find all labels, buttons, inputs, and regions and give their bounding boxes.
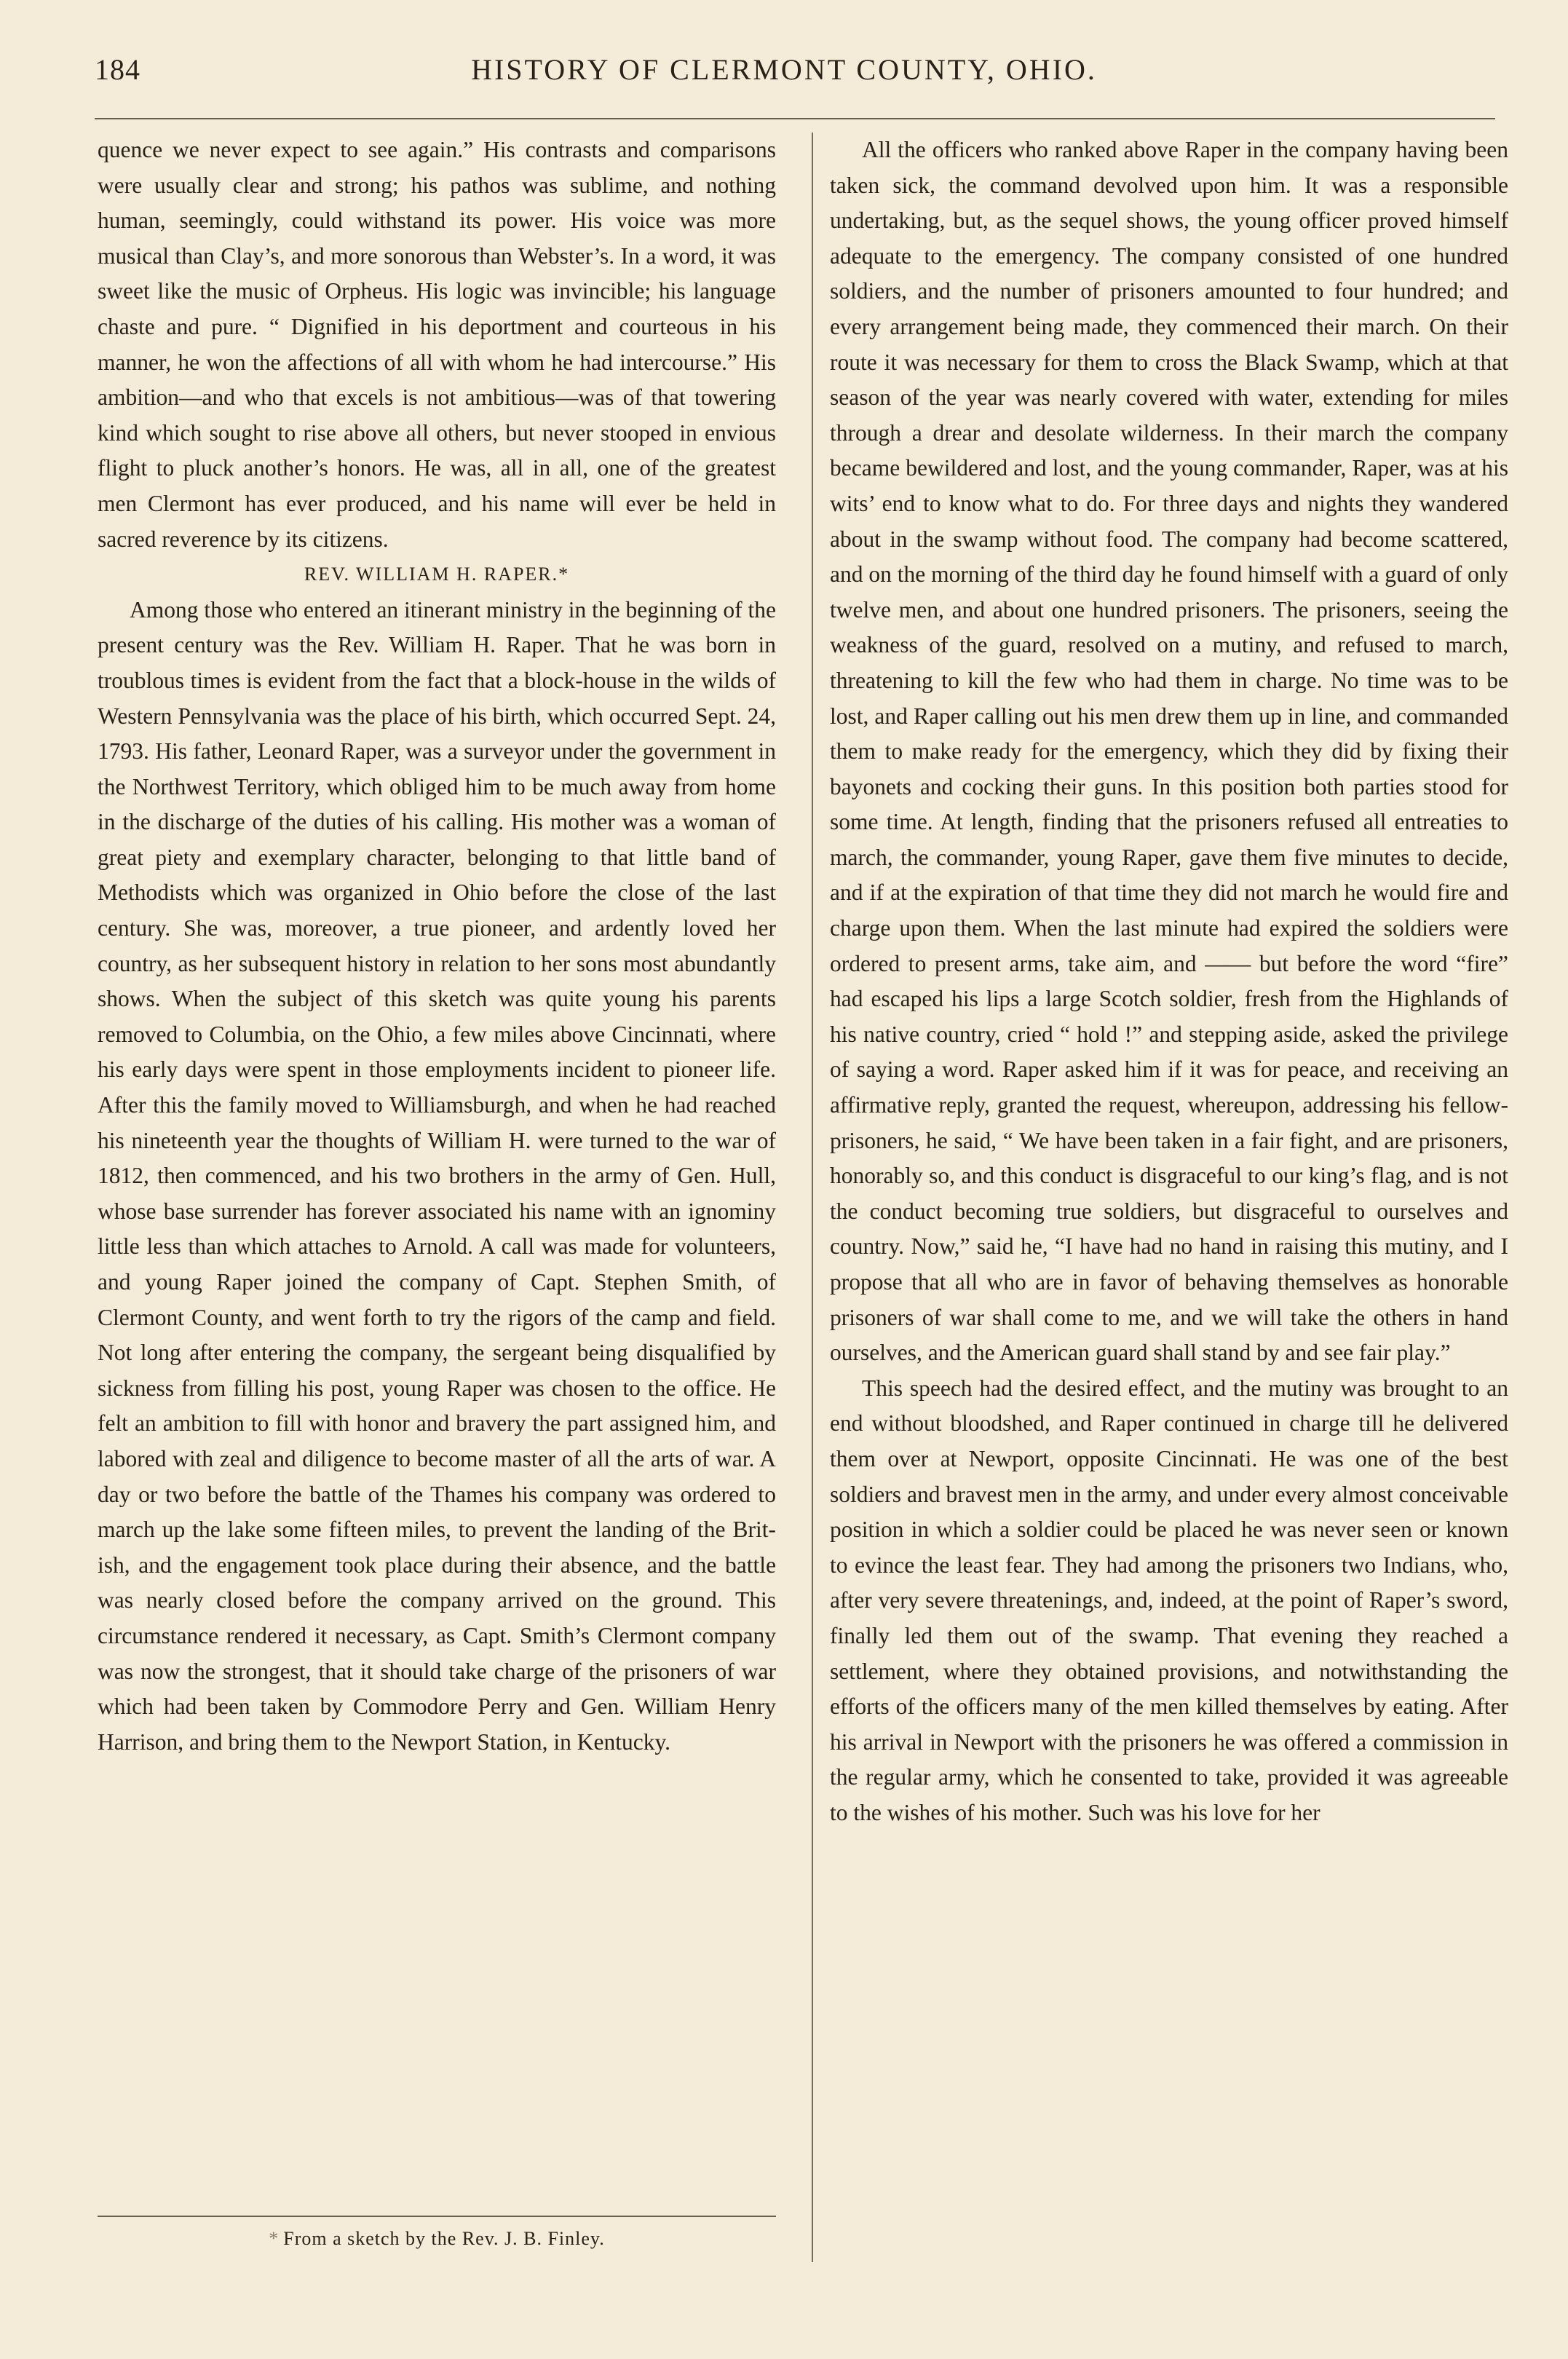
right-paragraph-2: This speech had the desired effect, and the mutiny was brought to an end without bloodshed, and Raper continued in charge till he delivered them over at Newport, opposite Cincinnati. He was one of the best soldiers and bravest men in the army, and under every almost conceivable position in which a soldier could be placed he was never seen or known to evince the least fear. They had among the prisoners two Indians, who, after very severe threatenings, and, indeed, at the point of Raper’s sword, finally led them out of the swamp. That evening they reached a settlement, where they obtained provisions, and notwithstanding the efforts of the officers many of the men killed themselves by eating. After his arrival in Newport with the prisoners he was offered a commission in the regular army, which he consented to take, provided it was agreeable to the wishes of his mother. Such was his love for her: [830, 1375, 1508, 1825]
footnote-marker: *: [269, 2228, 280, 2249]
header-rule: [95, 118, 1495, 119]
right-paragraph-1: All the officers who ranked above Raper in the company having been taken sick, the command devolved upon him. It was a responsible undertaking, but, as the sequel shows, the young officer proved himself adequate to the emergency. The company consisted of one hundred soldiers, and the number of prisoners amounted to four hundred; and every arrangement being made, they commenced their march. On their route it was necessary for them to cross the Black Swamp, which at that season of the year was nearly covered with water, extending for miles through a drear and desolate wilderness. In their march the company became bewildered and lost, and the young commander, Raper, was at his wits’ end to know what to do. For three days and nights they wandered about in the swamp without food. The company had become scattered, and on the morning of the third day he found himself with a guard of only twelve men, and about one hundred prisoners. The prisoners, seeing the weakness of the guard, resolved on a mutiny, and refused to march, threatening to kill the few who had them in charge. No time was to be lost, and Raper calling out his men drew them up in line, and commanded them to make ready for the emergency, which they did by fixing their bayonets and cocking their guns. In this position both parties stood for some time. At length, finding that the prisoners refused all entreaties to march, the commander, young Raper, gave them five minutes to decide, and if at the expiration of that time they did not march he would fire and charge upon them. When the last minute had expired the soldiers were ordered to present arms, take aim, and —— but before the word “fire” had escaped his lips a large Scotch soldier, fresh from the Highlands of his native country, cried “ hold !” and stepping aside, asked the privilege of saying a word. Raper asked him if it was for peace, and receiving an affirmative reply, granted the request, whereupon, addressing his fellow-prisoners, he said, “ We have been taken in a fair fight, and are prisoners, honorably so, and this conduct is disgraceful to our king’s flag, and is not the conduct becoming true soldiers, but disgraceful to ourselves and country. Now,” said he, “I have had no hand in raising this mutiny, and I propose that all who are in favor of behaving themselves as honorable prisoners of war shall come to me, and we will take the others in hand ourselves, and the American guard shall stand by and see fair play.”: [830, 137, 1508, 1366]
left-paragraph-1: quence we never expect to see again.” His contrasts and comparisons were usually clear and strong; his pathos was sublime, and nothing human, seemingly, could withstand its power. His voice was more musical than Clay’s, and more sonorous than Webster’s. In a word, it was sweet like the music of Orpheus. His logic was invincible; his language chaste and pure. “ Dignified in his deportment and courteous in his manner, he won the affections of all with whom he had intercourse.” His ambition—and who that excels is not ambitious—was of that towering kind which sought to rise above all others, but never stooped in envious flight to pluck another’s honors. He was, all in all, one of the greatest men Clermont has ever produced, and his name will ever be held in sacred reverence by its citizens.: [98, 137, 776, 552]
footnote-rule: [98, 2216, 776, 2217]
column-divider: [812, 133, 813, 2262]
page-number: 184: [95, 53, 140, 86]
footnote: [98, 2228, 776, 2250]
left-column: [98, 133, 776, 1760]
footnote-text: From a sketch by the Rev. J. B. Finley.: [283, 2228, 605, 2249]
left-paragraph-2: Among those who entered an itinerant ministry in the beginning of the present century was the Rev. William H. Raper. That he was born in troublous times is evident from the fact that a block-house in the wilds of Western Pennsylvania was the place of his birth, which occurred Sept. 24, 1793. His father, Leonard Raper, was a surveyor under the government in the Northwest Territory, which obliged him to be much away from home in the discharge of the duties of his calling. His mother was a woman of great piety and exemplary character, belonging to that little band of Methodists which was organized in Ohio before the close of the last century. She was, moreover, a true pioneer, and ardently loved her country, as her subsequent history in relation to her sons most abundantly shows. When the subject of this sketch was quite young his parents removed to Columbia, on the Ohio, a few miles above Cincinnati, where his early days were spent in those employments incident to pioneer life. After this the family moved to Williamsburgh, and when he had reached his nineteenth year the thoughts of William H. were turned to the war of 1812, then commenced, and his two brothers in the army of Gen. Hull, whose base surrender has forever associated his name with an ignominy little less than which attaches to Arnold. A call was made for volunteers, and young Raper joined the company of Capt. Stephen Smith, of Clermont County, and went forth to try the rigors of the camp and field. Not long after entering the company, the sergeant being disqualified by sickness from filling his post, young Raper was chosen to the office. He felt an ambition to fill with honor and bravery the part assigned him, and labored with zeal and diligence to become master of all the arts of war. A day or two before the battle of the Thames his company was ordered to march up the lake some fifteen miles, to prevent the landing of the British, and the engagement took place during their absence, and the battle was nearly closed before the company arrived on the ground. This circumstance rendered it necessary, as Capt. Smith’s Clermont company was now the strongest, that it should take charge of the prisoners of war which had been taken by Commodore Perry and Gen. William Henry Harrison, and bring them to the Newport Station, in Kentucky.: [98, 596, 776, 1755]
right-column: [830, 133, 1508, 1831]
section-heading: REV. WILLIAM H. RAPER.*: [304, 564, 570, 585]
running-title: HISTORY OF CLERMONT COUNTY, OHIO.: [471, 53, 1097, 86]
